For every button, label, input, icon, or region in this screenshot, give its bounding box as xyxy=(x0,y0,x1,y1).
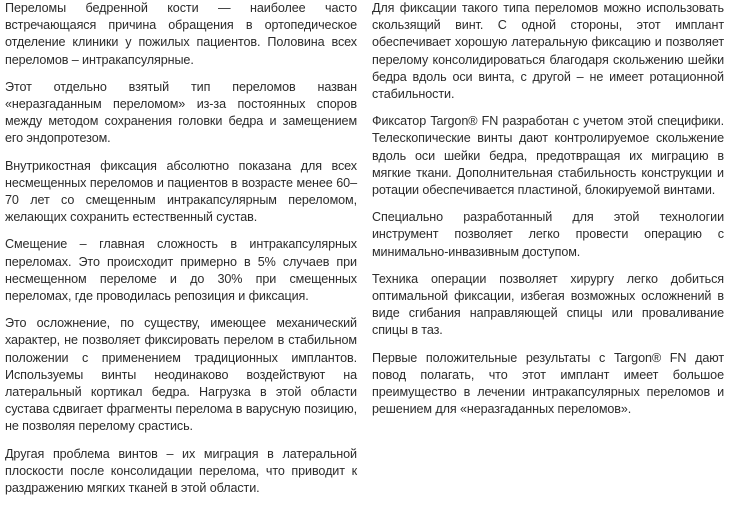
paragraph: Для фиксации такого типа переломов можно использовать скользящий винт. С одной стороны, этот имплант обеспечивает хорошую латеральную фиксацию и позволяет перелому консолидироваться благодаря скольжению шейки бедра вдоль оси винта, с другой – не имеет ротационной стабильности. xyxy=(372,1,724,102)
paragraph: Этот отдельно взятый тип переломов назван «неразгаданным переломом» из-за постоянных споров между методом сохранения головки бедра и замещением его эндопротезом. xyxy=(5,79,357,146)
paragraph: Это осложнение, по существу, имеющее механический характер, не позволяет фиксировать перелом в стабильном положении с применением традиционных имплантов. Используемы винты неодинаково воздействуют на латеральный кортикал бедра. Нагрузка в этой области сустава сдвигает фрагменты перелома в варусную позицию, не позволяя перелому срастись. xyxy=(5,316,357,434)
paragraph: Первые положительные результаты с Targon® FN дают повод полагать, что этот имплант имеет большое преимущество в лечении интракапсулярных переломов и решением для «неразгаданных переломов». xyxy=(372,350,724,417)
left-text-column xyxy=(5,0,357,507)
paragraph: Переломы бедренной кости — наиболее часто встречающаяся причина обращения в ортопедическое отделение клиники у пожилых пациентов. Половина всех переломов – интракапсулярные. xyxy=(5,1,357,67)
paragraph: Смещение – главная сложность в интракапсулярных переломах. Это происходит примерно в 5% случаев при несмещенном переломе и до 30% при смещенных переломах, где проводилась репозиция и фиксация. xyxy=(5,237,357,304)
paragraph: Специально разработанный для этой технологии инструмент позволяет легко провести операцию с минимально-инвазивным доступом. xyxy=(372,210,724,259)
right-text-column xyxy=(372,0,724,428)
paragraph: Другая проблема винтов – их миграция в латеральной плоскости после консолидации перелома, что приводит к раздражению мягких тканей в этой области. xyxy=(5,446,357,496)
paragraph: Техника операции позволяет хирургу легко добиться оптимальной фиксации, избегая возможных осложнений в виде сгибания направляющей спицы или проваливание спицы в таз. xyxy=(372,271,724,338)
paragraph: Фиксатор Targon® FN разработан с учетом этой специфики. Телескопические винты дают контролируемое скольжение вдоль оси шейки бедра, предотвращая их миграцию в мягкие ткани. Дополнительная стабильность конструкции и ротации обеспечивается пластиной, блокируемой винтами. xyxy=(372,114,724,198)
paragraph: Внутрикостная фиксация абсолютно показана для всех несмещенных переломов и пациентов в возрасте менее 60–70 лет со смещенным интракапсулярным переломом, желающих сохранить естественный сустав. xyxy=(5,158,357,225)
